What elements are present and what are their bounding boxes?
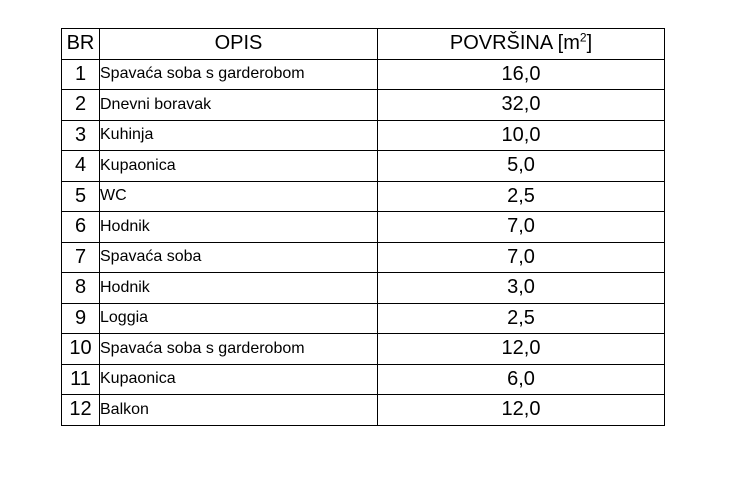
row-description: Spavaća soba [100,242,378,273]
table-row [62,181,665,212]
table-row [62,273,665,304]
row-number: 11 [62,364,100,395]
row-number: 1 [62,59,100,90]
row-description: Balkon [100,395,378,426]
row-number: 4 [62,151,100,182]
row-description: Kupaonica [100,151,378,182]
row-number: 8 [62,273,100,304]
row-description: WC [100,181,378,212]
table-header-row [62,29,665,60]
row-area: 7,0 [378,242,665,273]
header-opis: OPIS [100,29,378,60]
row-number: 3 [62,120,100,151]
row-description: Spavaća soba s garderobom [100,334,378,365]
table-row [62,120,665,151]
header-br: BR [62,29,100,60]
header-area [378,29,665,60]
header-area-prefix: POVRŠINA [m [449,32,580,55]
row-number: 12 [62,395,100,426]
row-description: Spavaća soba s garderobom [100,59,378,90]
row-area: 2,5 [378,181,665,212]
table-row [62,59,665,90]
row-description: Loggia [100,303,378,334]
row-area: 5,0 [378,151,665,182]
header-area-exponent: 2 [579,30,587,45]
row-description: Dnevni boravak [100,90,378,121]
header-area-suffix: ] [586,32,593,55]
row-area: 3,0 [378,273,665,304]
row-area: 32,0 [378,90,665,121]
row-description: Kuhinja [100,120,378,151]
table-row [62,151,665,182]
row-area: 10,0 [378,120,665,151]
row-area: 6,0 [378,364,665,395]
row-number: 2 [62,90,100,121]
table-row [62,303,665,334]
row-area: 2,5 [378,303,665,334]
row-area: 12,0 [378,395,665,426]
table-row [62,334,665,365]
row-number: 6 [62,212,100,243]
room-area-table [61,28,665,426]
row-area: 12,0 [378,334,665,365]
row-number: 9 [62,303,100,334]
row-description: Kupaonica [100,364,378,395]
table-row [62,395,665,426]
table-row [62,364,665,395]
row-area: 7,0 [378,212,665,243]
table-row [62,90,665,121]
row-number: 7 [62,242,100,273]
row-description: Hodnik [100,273,378,304]
table-row [62,242,665,273]
table-row [62,212,665,243]
row-number: 5 [62,181,100,212]
row-number: 10 [62,334,100,365]
row-area: 16,0 [378,59,665,90]
row-description: Hodnik [100,212,378,243]
